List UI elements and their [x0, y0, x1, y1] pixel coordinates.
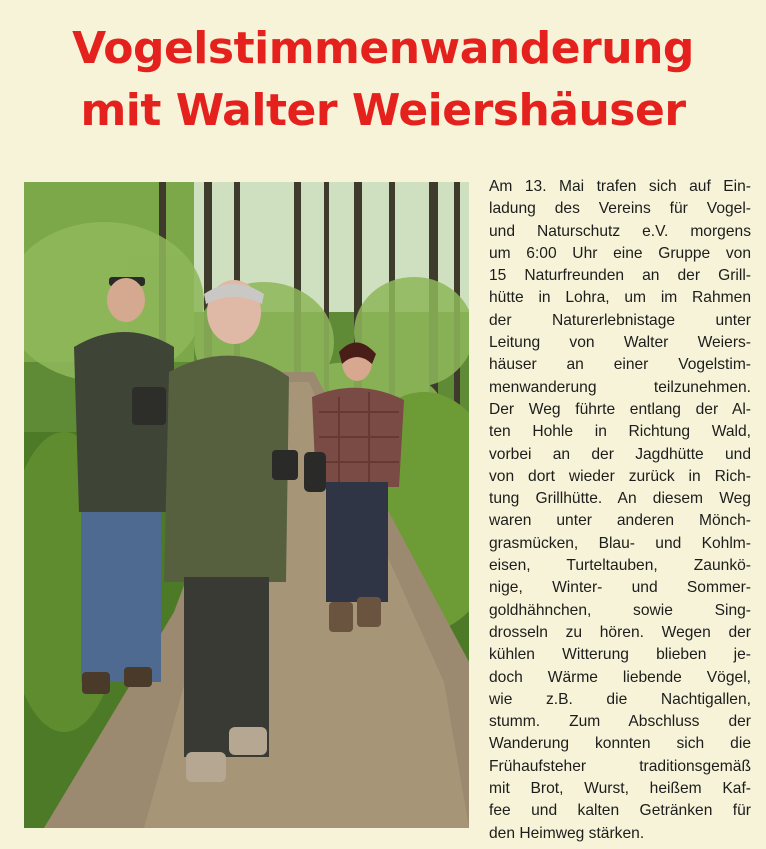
- article-line: menwanderung teilzunehmen.: [489, 378, 751, 396]
- article-line: Wanderung konnten sich die: [489, 735, 751, 753]
- article-photo: [24, 182, 469, 828]
- article-line: der Naturerlebnistage unter: [489, 311, 751, 329]
- article-line: hütte in Lohra, um im Rahmen: [489, 289, 751, 307]
- article-line: fee und kalten Getränken für: [489, 802, 751, 820]
- article-text: [489, 176, 751, 845]
- article-line: Der Weg führte entlang der Al-: [489, 400, 751, 418]
- headline-line-2: mit Walter Weiershäuser: [80, 85, 686, 136]
- article-line: um 6:00 Uhr eine Gruppe von: [489, 244, 751, 262]
- article-line: Am 13. Mai trafen sich auf Ein-: [489, 178, 751, 195]
- article-line: ten Hohle in Richtung Wald,: [489, 423, 751, 441]
- article-line: eisen, Turteltauben, Zaunkö-: [489, 557, 751, 575]
- photo-illustration: [24, 182, 469, 828]
- article-line: grasmücken, Blau- und Kohlm-: [489, 534, 751, 552]
- article-line: waren unter anderen Mönch-: [489, 512, 751, 530]
- article-line: vorbei an der Jagdhütte und: [489, 445, 751, 463]
- article-line: ladung des Vereins für Vogel-: [489, 200, 751, 218]
- article-line: Frühaufsteher traditionsgemäß: [489, 757, 751, 775]
- article-line: stumm. Zum Abschluss der: [489, 713, 751, 731]
- article-line: den Heimweg stärken.: [489, 824, 645, 842]
- article-line: mit Brot, Wurst, heißem Kaf-: [489, 780, 751, 798]
- article-line: 15 Naturfreunden an der Grill-: [489, 267, 751, 285]
- article-line: tung Grillhütte. An diesem Weg: [489, 490, 751, 508]
- article-line: nige, Winter- und Sommer-: [489, 579, 751, 597]
- article-line: kühlen Witterung blieben je-: [489, 646, 751, 664]
- article-line: drosseln zu hören. Wegen der: [489, 623, 751, 641]
- headline: [0, 18, 766, 142]
- article-line: von dort wieder zurück in Rich-: [489, 467, 751, 485]
- article-line: goldhähnchen, sowie Sing-: [489, 601, 751, 619]
- headline-line-1: Vogelstimmenwanderung: [72, 23, 694, 74]
- article-line: wie z.B. die Nachtigallen,: [489, 690, 751, 708]
- article-line: und Naturschutz e.V. morgens: [489, 222, 751, 240]
- article-line: Leitung von Walter Weiers-: [489, 334, 751, 352]
- article-line: häuser an einer Vogelstim-: [489, 356, 751, 374]
- article-line: doch Wärme liebende Vögel,: [489, 668, 751, 686]
